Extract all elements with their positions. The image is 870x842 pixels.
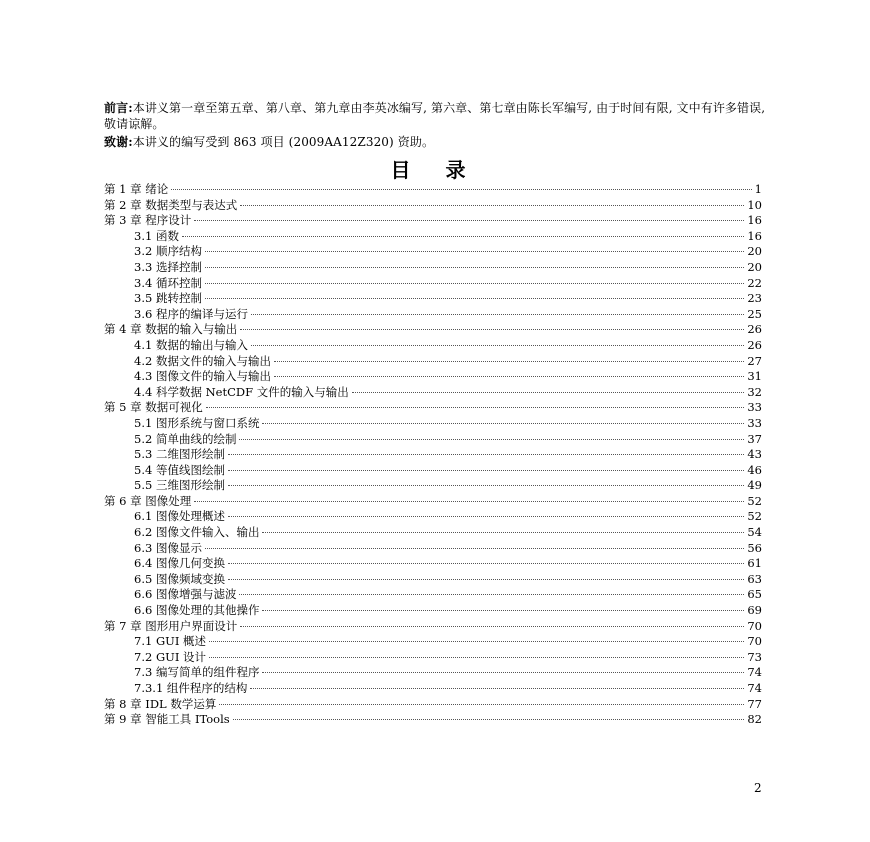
toc-chapter-entry[interactable] (104, 494, 762, 510)
toc-entry-page: 52 (747, 509, 762, 524)
toc-entry-page: 70 (747, 634, 762, 649)
toc-section-entry[interactable] (104, 603, 762, 619)
toc-entry-page: 74 (747, 665, 762, 680)
toc-leader-dots (194, 501, 744, 502)
toc-entry-title: 4.2 数据文件的输入与输出 (134, 353, 271, 368)
toc-entry-page: 31 (747, 369, 762, 384)
toc-leader-dots (219, 704, 744, 705)
toc-entry-page: 65 (747, 587, 762, 602)
toc-leader-dots (171, 189, 751, 190)
toc-section-entry[interactable] (104, 291, 762, 307)
toc-leader-dots (205, 251, 744, 252)
toc-entry-title: 第 5 章 数据可视化 (104, 400, 203, 415)
toc-leader-dots (228, 516, 744, 517)
toc-section-entry[interactable] (104, 478, 762, 494)
toc-leader-dots (239, 439, 744, 440)
preface-block (104, 100, 768, 150)
toc-chapter-entry[interactable] (104, 322, 762, 338)
acknowledgement-label: 致谢: (104, 135, 133, 149)
toc-leader-dots (240, 329, 744, 330)
toc-section-entry[interactable] (104, 260, 762, 276)
toc-section-entry[interactable] (104, 432, 762, 448)
toc-section-entry[interactable] (104, 416, 762, 432)
toc-entry-page: 33 (747, 415, 762, 430)
toc-leader-dots (228, 470, 744, 471)
toc-section-entry[interactable] (104, 572, 762, 588)
toc-entry-title: 3.4 循环控制 (134, 275, 202, 290)
toc-leader-dots (250, 688, 744, 689)
toc-leader-dots (262, 672, 744, 673)
toc-entry-page: 16 (747, 228, 762, 243)
toc-entry-title: 5.4 等值线图绘制 (134, 462, 225, 477)
toc-entry-page: 10 (747, 197, 762, 212)
toc-section-entry[interactable] (104, 447, 762, 463)
toc-entry-title: 4.4 科学数据 NetCDF 文件的输入与输出 (134, 384, 349, 399)
toc-entry-title: 3.6 程序的编译与运行 (134, 306, 248, 321)
toc-leader-dots (206, 407, 745, 408)
toc-entry-page: 82 (747, 712, 762, 727)
toc-entry-title: 3.2 顺序结构 (134, 244, 202, 259)
toc-entry-title: 3.5 跳转控制 (134, 291, 202, 306)
toc-chapter-entry[interactable] (104, 182, 762, 198)
toc-entry-title: 6.2 图像文件输入、输出 (134, 525, 260, 540)
toc-leader-dots (228, 579, 744, 580)
toc-chapter-entry[interactable] (104, 697, 762, 713)
toc-entry-title: 第 9 章 智能工具 ITools (104, 712, 230, 727)
toc-leader-dots (352, 392, 745, 393)
toc-section-entry[interactable] (104, 338, 762, 354)
toc-entry-title: 7.1 GUI 概述 (134, 634, 207, 649)
toc-entry-title: 第 3 章 程序设计 (104, 213, 192, 228)
toc-leader-dots (239, 594, 744, 595)
toc-entry-title: 6.6 图像处理的其他操作 (134, 603, 260, 618)
toc-leader-dots (194, 220, 744, 221)
toc-entry-title: 6.6 图像增强与滤波 (134, 587, 237, 602)
toc-entry-title: 7.3 编写简单的组件程序 (134, 665, 260, 680)
table-of-contents (104, 182, 762, 728)
toc-leader-dots (262, 610, 744, 611)
toc-leader-dots (274, 361, 744, 362)
toc-entry-title: 5.5 三维图形绘制 (134, 478, 225, 493)
toc-leader-dots (205, 548, 744, 549)
toc-entry-page: 20 (747, 244, 762, 259)
toc-leader-dots (228, 454, 744, 455)
toc-entry-page: 25 (747, 306, 762, 321)
toc-entry-title: 第 8 章 IDL 数学运算 (104, 696, 217, 711)
toc-entry-page: 32 (747, 384, 762, 399)
toc-entry-page: 37 (747, 431, 762, 446)
toc-entry-page: 43 (747, 447, 762, 462)
acknowledgement-text: 本讲义的编写受到 863 项目 (2009AA12Z320) 资助。 (132, 135, 435, 149)
page-number: 2 (754, 781, 762, 795)
toc-chapter-entry[interactable] (104, 198, 762, 214)
toc-section-entry[interactable] (104, 276, 762, 292)
toc-entry-page: 73 (747, 649, 762, 664)
toc-chapter-entry[interactable] (104, 712, 762, 728)
toc-section-entry[interactable] (104, 665, 762, 681)
toc-leader-dots (240, 205, 744, 206)
toc-chapter-entry[interactable] (104, 213, 762, 229)
toc-entry-title: 7.2 GUI 设计 (134, 649, 207, 664)
toc-entry-page: 61 (747, 556, 762, 571)
toc-entry-page: 77 (747, 696, 762, 711)
toc-entry-page: 49 (747, 478, 762, 493)
toc-entry-page: 56 (747, 540, 762, 555)
toc-entry-page: 22 (747, 275, 762, 290)
toc-section-entry[interactable] (104, 634, 762, 650)
toc-entry-title: 3.3 选择控制 (134, 259, 202, 274)
toc-leader-dots (262, 532, 744, 533)
toc-entry-title: 6.1 图像处理概述 (134, 509, 225, 524)
toc-entry-title: 6.5 图像频域变换 (134, 571, 225, 586)
toc-entry-page: 26 (747, 337, 762, 352)
toc-entry-page: 33 (747, 400, 762, 415)
toc-section-entry[interactable] (104, 385, 762, 401)
toc-chapter-entry[interactable] (104, 619, 762, 635)
toc-entry-title: 第 1 章 绪论 (104, 182, 169, 196)
toc-leader-dots (209, 641, 744, 642)
toc-leader-dots (262, 423, 744, 424)
toc-entry-title: 5.1 图形系统与窗口系统 (134, 415, 260, 430)
toc-section-entry[interactable] (104, 463, 762, 479)
toc-entry-page: 1 (754, 182, 762, 196)
toc-leader-dots (228, 485, 744, 486)
toc-leader-dots (240, 626, 744, 627)
toc-entry-title: 5.3 二维图形绘制 (134, 447, 225, 462)
toc-entry-page: 70 (747, 618, 762, 633)
toc-section-entry[interactable] (104, 587, 762, 603)
toc-section-entry[interactable] (104, 509, 762, 525)
toc-entry-title: 第 2 章 数据类型与表达式 (104, 197, 238, 212)
preface-label: 前言: (104, 101, 133, 115)
toc-entry-page: 26 (747, 322, 762, 337)
toc-entry-title: 6.3 图像显示 (134, 540, 202, 555)
toc-section-entry[interactable] (104, 650, 762, 666)
toc-entry-title: 6.4 图像几何变换 (134, 556, 225, 571)
toc-title: 目 录 (390, 158, 480, 182)
toc-leader-dots (251, 345, 744, 346)
toc-section-entry[interactable] (104, 369, 762, 385)
toc-entry-title: 3.1 函数 (134, 228, 179, 243)
toc-entry-title: 5.2 简单曲线的绘制 (134, 431, 237, 446)
toc-section-entry[interactable] (104, 541, 762, 557)
toc-leader-dots (274, 376, 744, 377)
toc-entry-page: 52 (747, 493, 762, 508)
toc-section-entry[interactable] (104, 354, 762, 370)
toc-entry-page: 23 (747, 291, 762, 306)
toc-section-entry[interactable] (104, 307, 762, 323)
toc-section-entry[interactable] (104, 229, 762, 245)
toc-leader-dots (205, 298, 744, 299)
toc-leader-dots (251, 314, 744, 315)
toc-entry-page: 16 (747, 213, 762, 228)
toc-leader-dots (205, 283, 744, 284)
toc-leader-dots (209, 657, 744, 658)
toc-leader-dots (182, 236, 744, 237)
preface-text: 本讲义第一章至第五章、第八章、第九章由李英冰编写, 第六章、第七章由陈长军编写, 由于时间有限, 文中有许多错误, 敬请谅解。 (104, 101, 766, 131)
toc-entry-title: 4.1 数据的输出与输入 (134, 337, 248, 352)
toc-entry-page: 54 (747, 525, 762, 540)
toc-entry-page: 74 (747, 681, 762, 695)
toc-entry-page: 20 (747, 259, 762, 274)
toc-entry-page: 27 (747, 353, 762, 368)
toc-entry-title: 第 6 章 图像处理 (104, 493, 192, 508)
toc-section-entry[interactable] (104, 681, 762, 697)
acknowledgement-paragraph (104, 134, 768, 150)
toc-entry-title: 7.3.1 组件程序的结构 (134, 681, 248, 695)
toc-entry-page: 63 (747, 571, 762, 586)
toc-section-entry[interactable] (104, 244, 762, 260)
toc-chapter-entry[interactable] (104, 400, 762, 416)
toc-leader-dots (205, 267, 744, 268)
toc-leader-dots (233, 719, 745, 720)
toc-section-entry[interactable] (104, 556, 762, 572)
toc-leader-dots (228, 563, 744, 564)
toc-entry-title: 4.3 图像文件的输入与输出 (134, 369, 271, 384)
toc-entry-title: 第 7 章 图形用户界面设计 (104, 618, 238, 633)
toc-entry-page: 69 (747, 603, 762, 618)
toc-entry-page: 46 (747, 462, 762, 477)
toc-entry-title: 第 4 章 数据的输入与输出 (104, 322, 238, 337)
toc-section-entry[interactable] (104, 525, 762, 541)
preface-paragraph (104, 100, 768, 132)
